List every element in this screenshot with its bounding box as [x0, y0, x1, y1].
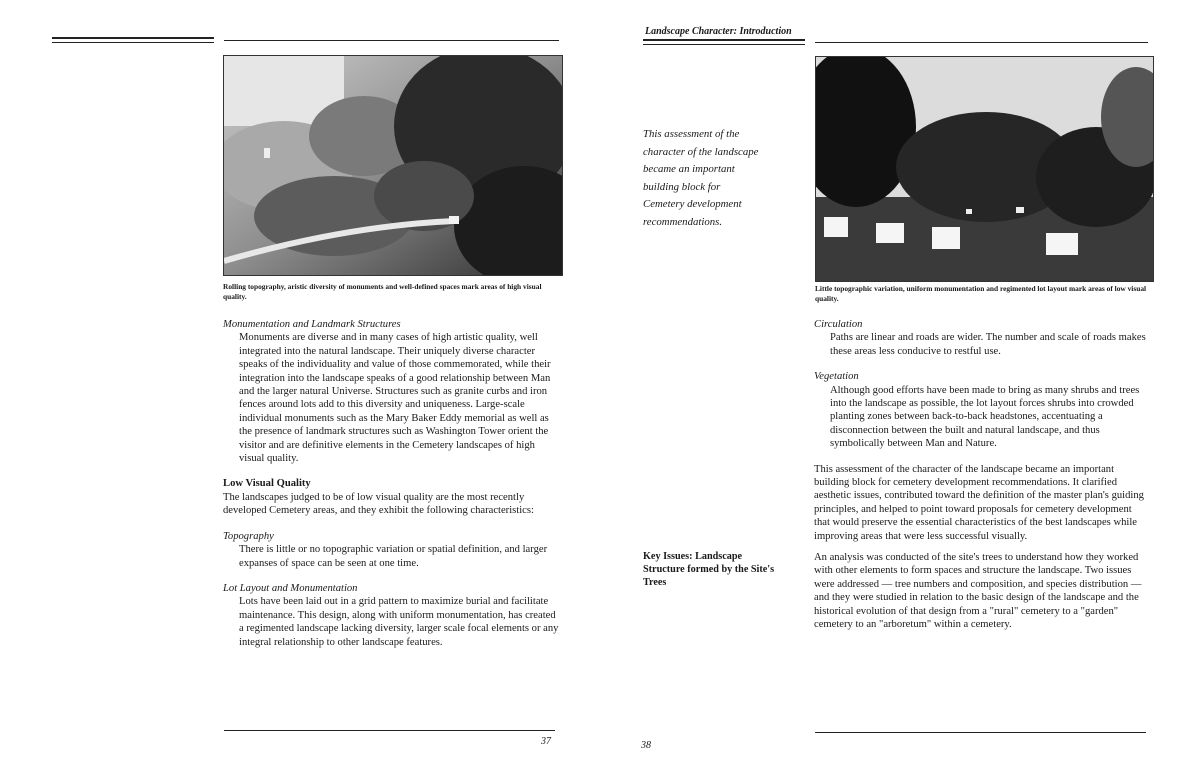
vegetation-body: Although good efforts have been made to bring as many shrubs and trees into the landscape as possible, the lot layout forces shrubs into crowded planting zones between back-to-back headstones, accentuating a disconnection between the built and natural landscape, and thus symbolically between Man and Nature.: [830, 384, 1140, 450]
monumentation-heading: Monumentation and Landmark Structures: [223, 319, 401, 330]
cemetery-rows-photo: [816, 57, 1153, 281]
pull-quote: This assessment of the character of the landscape became an important building block for Cemetery development recommendations.: [643, 128, 759, 228]
topography-heading: Topography: [223, 530, 274, 542]
low-visual-quality-body: The landscapes judged to be of low visual quality are the most recently developed Cemetery areas, and they exhibit the following characteristics:: [223, 491, 534, 517]
left-photo-caption: Rolling topography, aristic diversity of monuments and well-defined spaces mark areas of high visual quality.: [223, 282, 542, 301]
right-photo-caption: Little topographic variation, uniform monumentation and regimented lot layout mark areas of low visual quality.: [815, 284, 1147, 303]
photo-high-visual-quality: [223, 55, 563, 276]
right-top-rule: [815, 42, 1148, 43]
right-page-number: 38: [641, 740, 651, 751]
left-top-rule: [224, 40, 559, 41]
running-head: Landscape Character: Introduction: [645, 26, 792, 37]
monumentation-body: Monuments are diverse and in many cases of high artistic quality, well integrated into the natural landscape. Their uniquely diverse character speaks of the individuality and value of those commemorated, while their integration into the landscape speaks of a good relationship between Man and the larger natural Universe. Structures such as granite curbs and iron fences around lots add to this diversity and uniqueness. Large-scale individual monuments such as the Mary Baker Eddy memorial as well as the presence of landmark structures such as Washington Tower orient the visitor and are definitive elements in the Cemetery landscapes of high visual quality.: [239, 332, 551, 465]
right-bottom-rule: [815, 732, 1146, 733]
garden-landscape-photo: [224, 56, 562, 275]
assessment-paragraph: This assessment of the character of the landscape became an important building block for cemetery development recommendations. It clarified aesthetic issues, contributed toward the definition of the master plan's guiding principles, and helped to point toward proposals for cemetery development that would preserve the essential characteristics of the best landscapes while improving areas that were less successful visually.: [814, 463, 1144, 542]
left-page-number: 37: [541, 736, 551, 747]
right-column-text: [814, 318, 1150, 543]
topography-body: There is little or no topographic variation or spatial definition, and larger expanses of space can be seen at one time.: [239, 544, 548, 569]
circulation-body: Paths are linear and roads are wider. The number and scale of roads makes these areas less conducive to restful use.: [830, 332, 1146, 357]
low-visual-quality-heading: Low Visual Quality: [223, 478, 311, 490]
left-column-text: [223, 318, 561, 649]
vegetation-heading: Vegetation: [814, 371, 859, 383]
trees-analysis-paragraph: An analysis was conducted of the site's trees to understand how they worked with other elements to form spaces and structure the landscape. Two issues were addressed — tree numbers and composition, and species distribution — and they were studied in relation to the basic design of the landscape and the historical evolution of that design from a "rural" cemetery to a "garden" cemetery to an "arboretum" within a cemetery.: [814, 552, 1142, 631]
key-issues-label: Key Issues: Landscape Structure formed by the Site's Trees: [643, 551, 775, 588]
circulation-heading: Circulation: [814, 319, 863, 330]
left-top-double-rule: [52, 37, 214, 43]
left-bottom-rule: [224, 730, 555, 731]
lot-layout-body: Lots have been laid out in a grid pattern to maximize burial and facilitate maintenance. This design, along with uniform monumentation, has created a regimented landscape lacking diversity, larger scale focal elements or any integral relationship to other landscape features.: [239, 596, 559, 648]
lot-layout-heading: Lot Layout and Monumentation: [223, 582, 358, 594]
photo-low-visual-quality: [815, 56, 1154, 282]
right-top-double-rule: [643, 39, 805, 45]
